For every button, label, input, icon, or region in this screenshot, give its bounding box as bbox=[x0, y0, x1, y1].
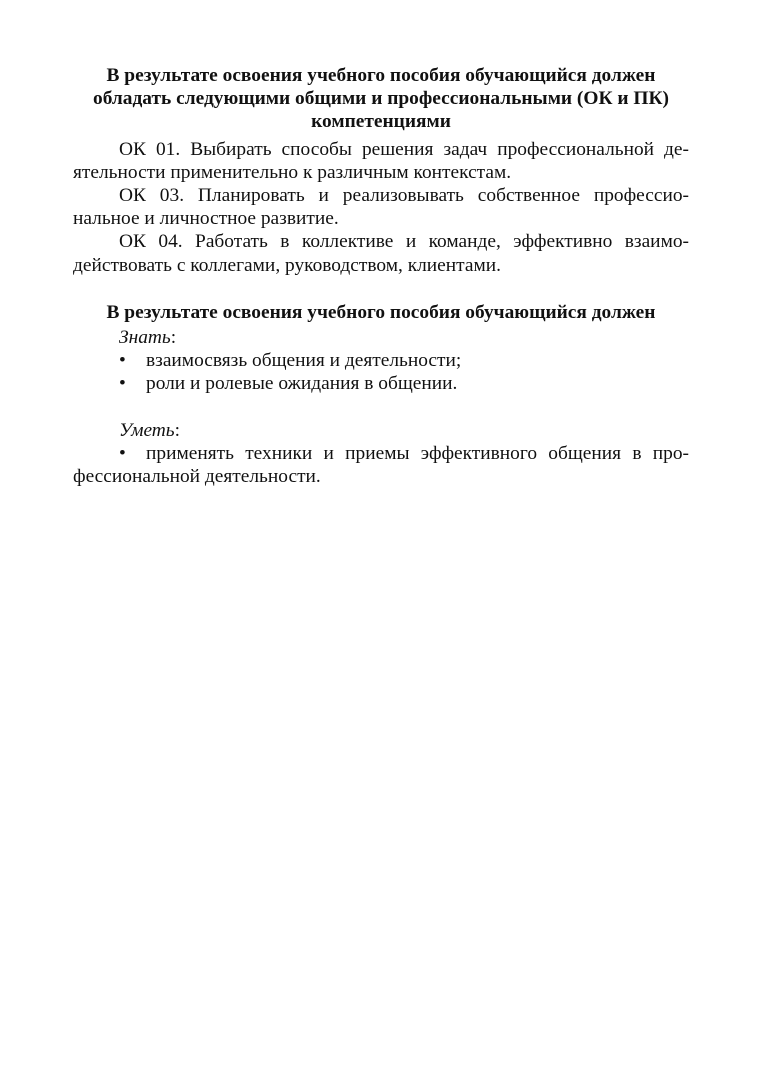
competency-line: нальное и личностное развитие. bbox=[73, 208, 339, 230]
competency-line: действовать с коллегами, руководством, клиентами. bbox=[73, 254, 501, 276]
bullet-icon: • bbox=[119, 443, 126, 465]
competencies-heading bbox=[73, 64, 689, 134]
list-item-text: применять техники и приемы эффективного общения в про- bbox=[146, 443, 689, 465]
page-content bbox=[73, 64, 689, 488]
list-item bbox=[73, 372, 689, 395]
can-colon: : bbox=[174, 419, 181, 441]
competency-line: ОК 01. Выбирать способы решения задач профессиональной де- bbox=[119, 138, 689, 160]
competency-ok04 bbox=[73, 230, 689, 276]
competency-line: ОК 03. Планировать и реализовывать собственное профессио- bbox=[119, 185, 689, 207]
know-label-row bbox=[73, 326, 689, 349]
can-label: Уметь bbox=[119, 419, 175, 441]
know-colon: : bbox=[170, 327, 177, 349]
list-item-text: взаимосвязь общения и деятельности; bbox=[146, 350, 462, 372]
heading-line: обладать следующими общими и профессиональными (ОК и ПК) bbox=[93, 88, 669, 110]
list-item-text: роли и ролевые ожидания в общении. bbox=[146, 373, 458, 395]
competency-ok03 bbox=[73, 184, 689, 230]
list-item bbox=[73, 442, 689, 488]
competency-line: ятельности применительно к различным контекстам. bbox=[73, 161, 512, 183]
competency-line: ОК 04. Работать в коллективе и команде, эффективно взаимо- bbox=[119, 231, 689, 253]
list-item bbox=[73, 349, 689, 372]
know-label: Знать bbox=[119, 327, 171, 349]
competency-ok01 bbox=[73, 138, 689, 184]
heading-line: В результате освоения учебного пособия обучающийся должен bbox=[106, 65, 656, 86]
learning-outcomes-heading: В результате освоения учебного пособия обучающийся должен bbox=[106, 301, 656, 323]
list-item-line: фессиональной деятельности. bbox=[73, 466, 321, 488]
list-item-line bbox=[73, 442, 689, 465]
heading-line: компетенциями bbox=[311, 111, 451, 133]
can-label-row bbox=[73, 419, 689, 442]
bullet-icon: • bbox=[119, 350, 126, 372]
bullet-icon: • bbox=[119, 373, 126, 395]
